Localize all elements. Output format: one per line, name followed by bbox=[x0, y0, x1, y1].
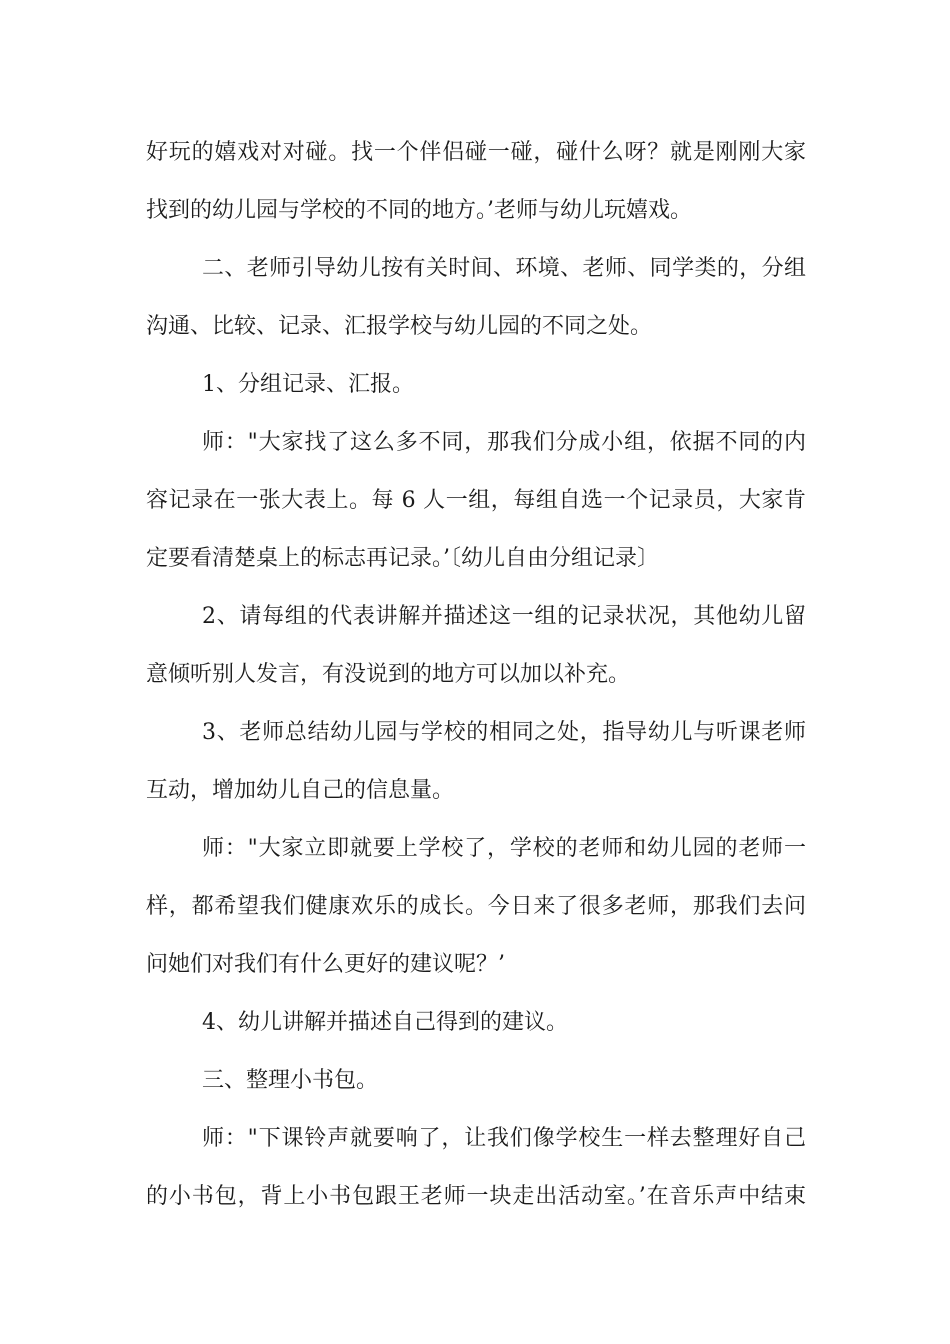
text-line: 师："大家找了这么多不同，那我们分成小组，依据不同的内 bbox=[202, 430, 806, 455]
text-line: 1、分组记录、汇报。 bbox=[202, 372, 414, 397]
text-line: 互动，增加幼儿自己的信息量。 bbox=[146, 778, 455, 803]
text-line: 4、幼儿讲解并描述自己得到的建议。 bbox=[202, 1010, 568, 1035]
text-line: 沟通、比较、记录、汇报学校与幼儿园的不同之处。 bbox=[146, 314, 653, 339]
text-line: 三、整理小书包。 bbox=[202, 1068, 379, 1093]
text-line: 2、请每组的代表讲解并描述这一组的记录状况，其他幼儿留 bbox=[202, 604, 806, 629]
text-line: 样，都希望我们健康欢乐的成长。今日来了很多老师，那我们去问 bbox=[146, 894, 806, 919]
text-line: 3、老师总结幼儿园与学校的相同之处，指导幼儿与听课老师 bbox=[202, 720, 806, 745]
text-line: 找到的幼儿园与学校的不同的地方。’老师与幼儿玩嬉戏。 bbox=[146, 198, 692, 223]
text-line: 二、老师引导幼儿按有关时间、环境、老师、同学类的，分组 bbox=[202, 256, 806, 281]
text-line: 好玩的嬉戏对对碰。找一个伴侣碰一碰，碰什么呀？就是刚刚大家 bbox=[146, 140, 806, 165]
text-line: 容记录在一张大表上。每 6 人一组，每组自选一个记录员，大家肯 bbox=[146, 488, 806, 513]
text-line: 意倾听别人发言，有没说到的地方可以加以补充。 bbox=[146, 662, 631, 687]
text-line: 问她们对我们有什么更好的建议呢？’ bbox=[146, 952, 505, 977]
text-line: 的小书包，背上小书包跟王老师一块走出活动室。’在音乐声中结束 bbox=[146, 1184, 806, 1209]
text-line: 师："下课铃声就要响了，让我们像学校生一样去整理好自己 bbox=[202, 1126, 806, 1151]
text-line: 师："大家立即就要上学校了，学校的老师和幼儿园的老师一 bbox=[202, 836, 806, 861]
text-line: 定要看清楚桌上的标志再记录。’〔幼儿自由分组记录〕 bbox=[146, 546, 659, 571]
